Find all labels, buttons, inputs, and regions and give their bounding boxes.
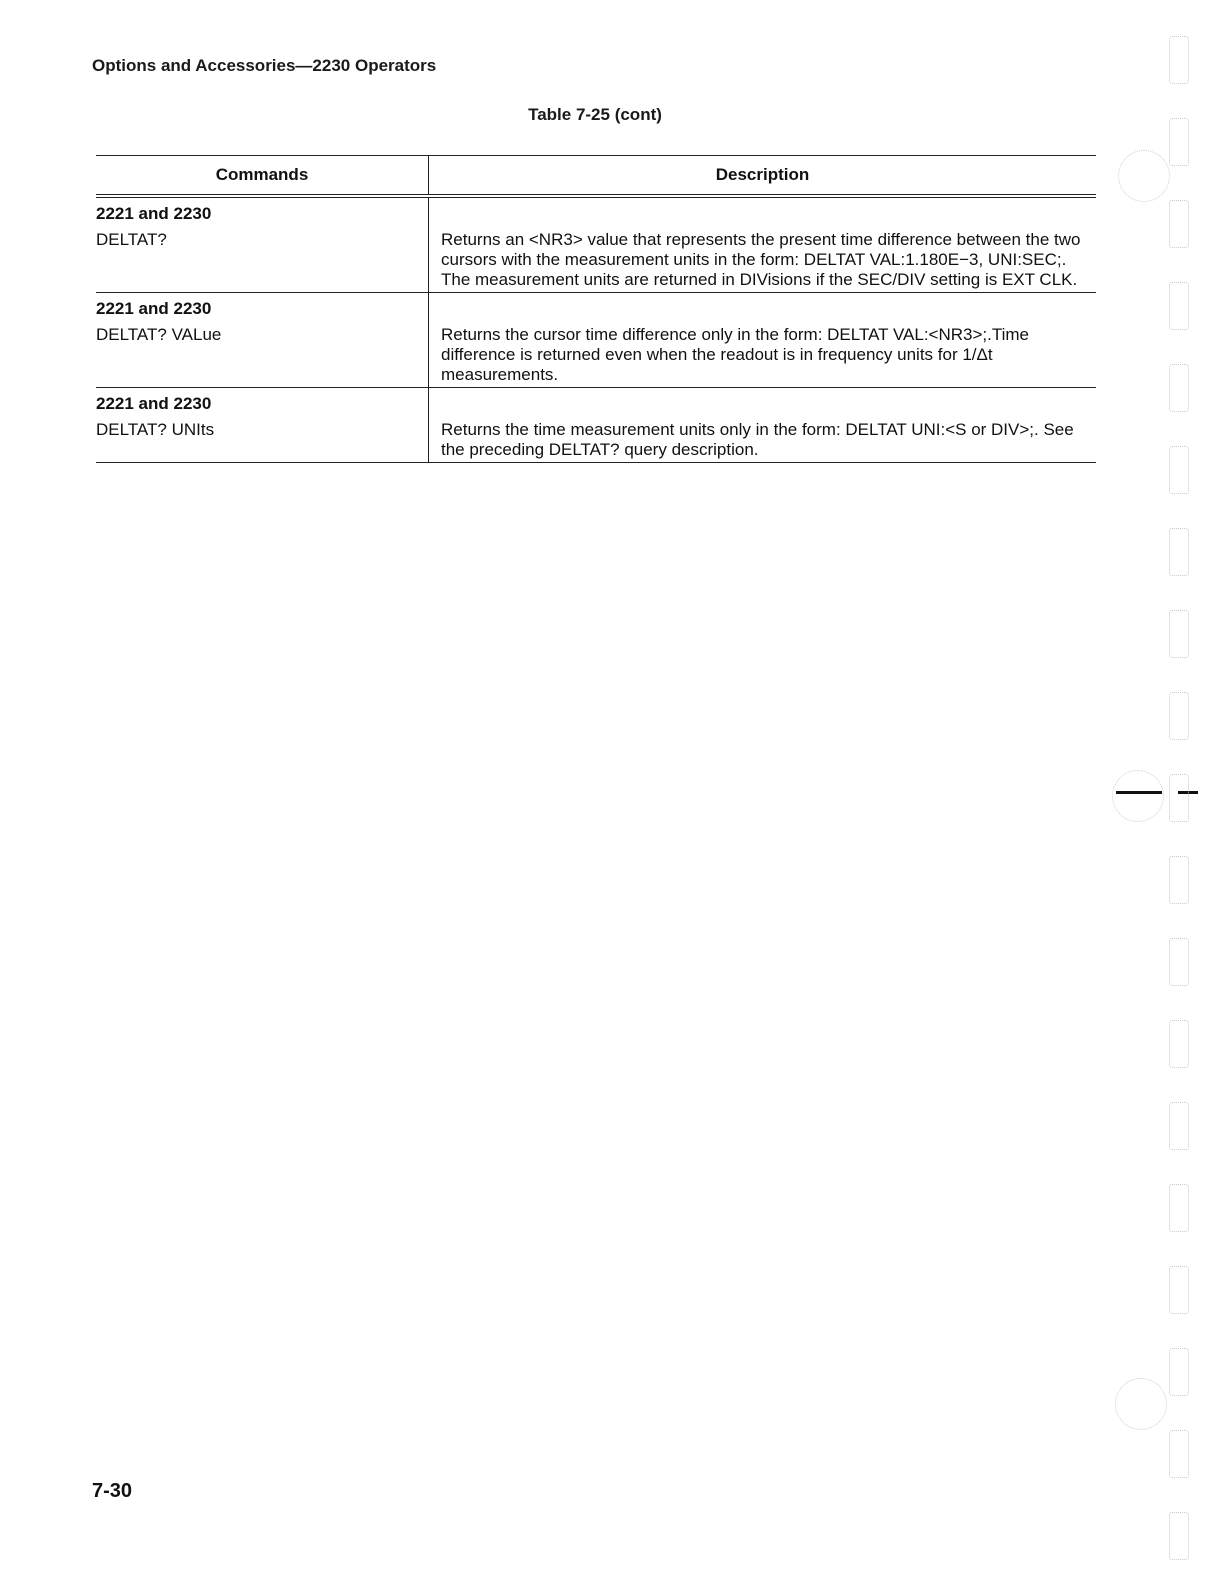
index-tab — [1169, 118, 1189, 166]
command-cell — [96, 196, 429, 293]
command-name: DELTAT? VALue — [96, 325, 222, 344]
index-tab — [1169, 692, 1189, 740]
index-tab — [1169, 1020, 1189, 1068]
description-cell: Returns an <NR3> value that represents the present time difference between the two cursors with the measurement units in the form: DELTAT VAL:1.180E−3, UNI:SEC;. The measurement units are returned in DIVisions if the SEC/DIV setting is EXT CLK. — [429, 196, 1097, 293]
description-cell: Returns the time measurement units only in the form: DELTAT UNI:<S or DIV>;. See the preceding DELTAT? query description. — [429, 388, 1097, 463]
command-cell — [96, 388, 429, 463]
command-models: 2221 and 2230 — [96, 299, 212, 318]
index-tab — [1169, 938, 1189, 986]
table-header-row — [96, 156, 1096, 197]
column-header-commands: Commands — [96, 156, 429, 197]
index-tab — [1169, 200, 1189, 248]
index-tab — [1169, 1266, 1189, 1314]
table-row — [96, 293, 1096, 388]
table-caption: Table 7-25 (cont) — [528, 105, 662, 124]
index-tab — [1169, 1102, 1189, 1150]
binder-hole-bottom — [1115, 1378, 1167, 1430]
command-models: 2221 and 2230 — [96, 204, 212, 223]
index-tab — [1169, 774, 1189, 822]
command-cell — [96, 293, 429, 388]
command-name: DELTAT? — [96, 230, 167, 249]
index-tab — [1169, 856, 1189, 904]
index-tab — [1169, 528, 1189, 576]
binder-hole-middle — [1112, 770, 1164, 822]
index-tab — [1169, 446, 1189, 494]
page-number: 7-30 — [92, 1480, 133, 1502]
command-name: DELTAT? UNIts — [96, 420, 215, 439]
running-header: Options and Accessories—2230 Operators — [92, 56, 437, 75]
table-row — [96, 196, 1096, 293]
command-models: 2221 and 2230 — [96, 394, 212, 413]
column-header-description: Description — [429, 156, 1097, 197]
index-tab — [1169, 1348, 1189, 1396]
index-tab — [1169, 1430, 1189, 1478]
index-tab — [1169, 1184, 1189, 1232]
index-tab — [1169, 364, 1189, 412]
index-tab — [1169, 36, 1189, 84]
table-row — [96, 388, 1096, 463]
index-mark — [1116, 791, 1162, 794]
index-tab — [1169, 1512, 1189, 1560]
index-tab-strip — [1169, 36, 1191, 1556]
binder-hole-top — [1118, 150, 1170, 202]
commands-table — [96, 155, 1096, 463]
index-tab — [1169, 282, 1189, 330]
description-cell: Returns the cursor time difference only in the form: DELTAT VAL:<NR3>;.Time difference is returned even when the readout is in frequency units for 1/Δt measurements. — [429, 293, 1097, 388]
index-tab — [1169, 610, 1189, 658]
